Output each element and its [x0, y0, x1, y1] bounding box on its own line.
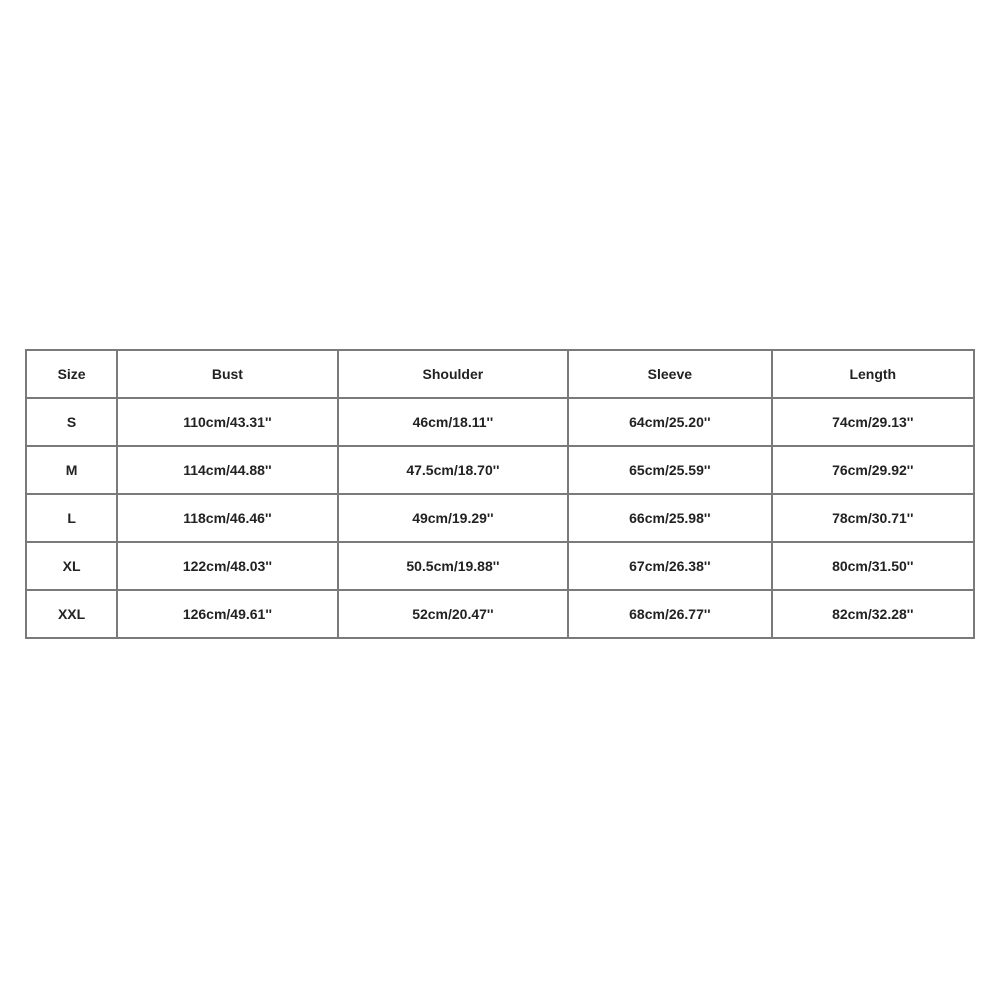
cell-length: 74cm/29.13'' — [772, 398, 974, 446]
cell-length: 78cm/30.71'' — [772, 494, 974, 542]
cell-size: S — [26, 398, 117, 446]
header-size: Size — [26, 350, 117, 398]
cell-length: 76cm/29.92'' — [772, 446, 974, 494]
cell-sleeve: 64cm/25.20'' — [568, 398, 771, 446]
cell-shoulder: 47.5cm/18.70'' — [338, 446, 568, 494]
cell-sleeve: 67cm/26.38'' — [568, 542, 771, 590]
header-row — [26, 350, 974, 398]
size-chart-table — [25, 349, 975, 639]
table-row — [26, 542, 974, 590]
table-row — [26, 446, 974, 494]
cell-bust: 122cm/48.03'' — [117, 542, 337, 590]
cell-sleeve: 65cm/25.59'' — [568, 446, 771, 494]
table-row — [26, 494, 974, 542]
header-sleeve: Sleeve — [568, 350, 771, 398]
header-shoulder: Shoulder — [338, 350, 568, 398]
cell-shoulder: 50.5cm/19.88'' — [338, 542, 568, 590]
cell-bust: 114cm/44.88'' — [117, 446, 337, 494]
cell-length: 80cm/31.50'' — [772, 542, 974, 590]
cell-sleeve: 68cm/26.77'' — [568, 590, 771, 638]
cell-sleeve: 66cm/25.98'' — [568, 494, 771, 542]
table-row — [26, 398, 974, 446]
cell-shoulder: 52cm/20.47'' — [338, 590, 568, 638]
cell-size: XXL — [26, 590, 117, 638]
header-bust: Bust — [117, 350, 337, 398]
cell-shoulder: 49cm/19.29'' — [338, 494, 568, 542]
header-length: Length — [772, 350, 974, 398]
cell-length: 82cm/32.28'' — [772, 590, 974, 638]
table-row — [26, 590, 974, 638]
cell-size: XL — [26, 542, 117, 590]
cell-shoulder: 46cm/18.11'' — [338, 398, 568, 446]
cell-size: L — [26, 494, 117, 542]
cell-bust: 110cm/43.31'' — [117, 398, 337, 446]
cell-size: M — [26, 446, 117, 494]
cell-bust: 126cm/49.61'' — [117, 590, 337, 638]
cell-bust: 118cm/46.46'' — [117, 494, 337, 542]
